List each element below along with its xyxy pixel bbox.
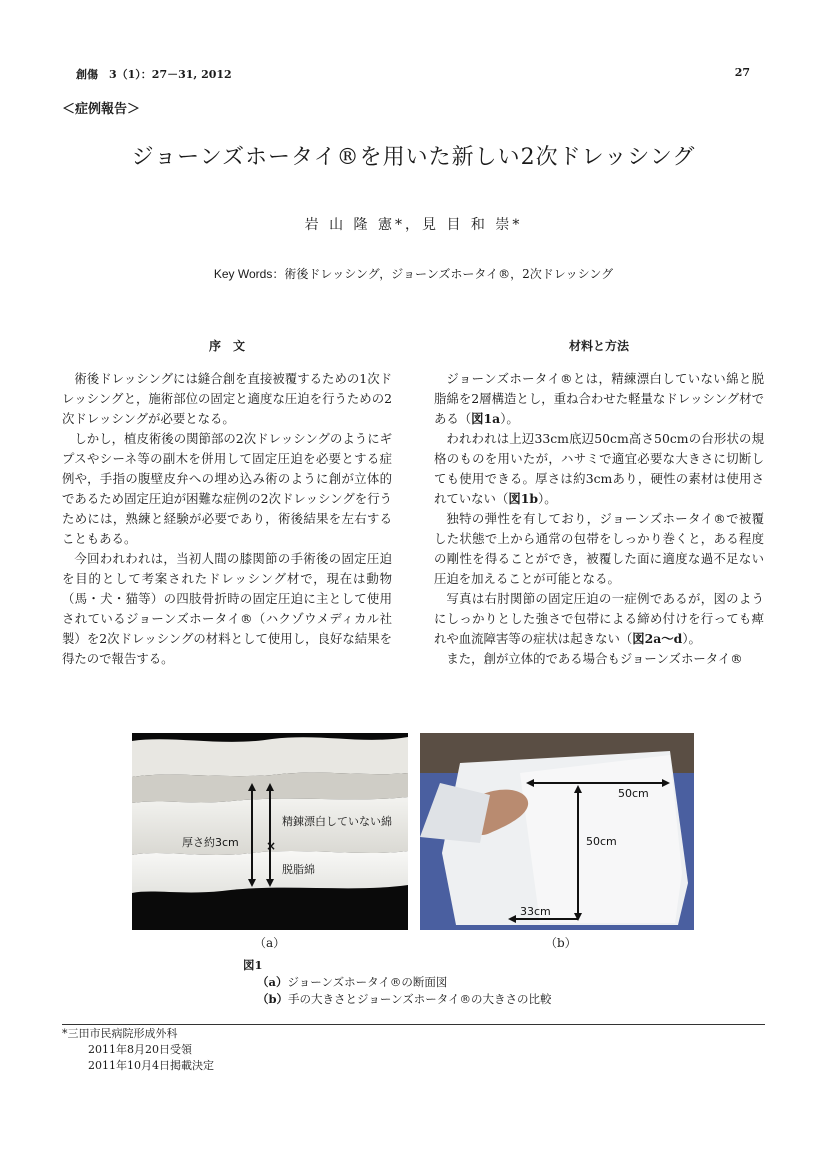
methods-paragraph: 独特の弾性を有しており，ジョーンズホータイ®で被覆した状態で上から通常の包帯をしっかり巻くと，ある程度の剛性を得ることができ，被覆した面に適度な過不足ない圧迫を加えることが可能となる。 [434,511,764,586]
methods-paragraph [434,429,764,509]
authors: 岩 山 隆 憲*，見 目 和 崇* [304,217,523,233]
figure-caption [243,957,552,1008]
figure-1b-photo [420,733,694,930]
keywords [0,265,827,282]
label-height: 50cm [586,835,617,848]
footnote [62,1026,214,1074]
accepted-date: 2011年10月4日掲載決定 [88,1059,214,1072]
text-run: 写真は右肘関節の固定圧迫の一症例であるが，図のようにしっかりとした強さで包帯による締め付けを行っても痺れや血流障害等の症状は起きない（ [434,591,764,646]
affiliation: *三田市民病院形成外科 [62,1027,178,1040]
article-title: ジョーンズホータイ®を用いた新しい2次ドレッシング [131,145,696,170]
caption-title: 図1 [243,958,263,972]
figure-ref: 図1b [508,491,539,506]
keywords-label: Key Words： [213,267,285,281]
text-run: ）。 [500,411,519,426]
label-top-width: 50cm [618,787,649,800]
methods-paragraph: また，創が立体的である場合もジョーンズホータイ® [446,651,743,666]
intro-heading: 序 文 [208,339,245,353]
caption-b: 手の大きさとジョーンズホータイ®の大きさの比較 [288,992,552,1006]
figure-label-a: （a） [254,936,286,950]
page-number: 27 [734,66,750,79]
text-run: ）。 [538,491,557,506]
intro-paragraph: しかし，植皮術後の関節部の2次ドレッシングのようにギプスやシーネ等の副木を併用して固定圧迫を必要とする症例や，手指の腹壁皮弁への埋め込み術のように創が立体的であるため固定圧迫が困難な症例の2次ドレッシングを行うためには，熟練と経験が必要であり，術後結果を左右することもある。 [62,431,392,546]
intro-column [62,369,392,669]
keywords-text: 術後ドレッシング，ジョーンズホータイ®，2次ドレッシング [284,267,614,281]
methods-column [434,369,764,669]
text-run: ）。 [682,631,701,646]
label-bottom-width: 33cm [520,905,551,918]
figure-label-b: （b） [545,936,577,950]
received-date: 2011年8月20日受領 [88,1043,192,1056]
intro-paragraph: 術後ドレッシングには縫合創を直接被覆するための1次ドレッシングと，施術部位の固定と適度な圧迫を行うための2次ドレッシングが必要となる。 [62,371,392,426]
caption-a: ジョーンズホータイ®の断面図 [287,975,448,989]
footnote-divider [62,1024,765,1025]
intro-paragraph: 今回われわれは，当初人間の膝関節の手術後の固定圧迫を目的として考案されたドレッシング材で，現在は動物（馬・犬・猫等）の四肢骨折時の固定圧迫に主として使用されているジョーンズホータイ®（ハクゾウメディカル社製）を2次ドレッシングの材料として使用し，良好な結果を得たので報告する。 [62,551,392,666]
label-upper-layer: 精錬漂白していない綿 [282,815,392,828]
methods-paragraph [434,589,764,649]
article-type: ＜症例報告＞ [62,102,141,117]
methods-heading: 材料と方法 [568,339,629,353]
figure-ref: 図2a～d [632,631,683,646]
figure-ref: 図1a [471,411,501,426]
text-run: ジョーンズホータイ®とは，精練漂白していない綿と脱脂綿を2層構造とし，重ね合わせた軽量なドレッシング材である（ [434,371,764,426]
caption-letter-b: （b） [257,992,289,1006]
label-thickness: 厚さ約3cm [182,836,239,849]
text-run: われわれは上辺33cm底辺50cm高さ50cmの台形状の規格のものを用いたが，ハサミで適宜必要な大きさに切断しても使用できる。厚さは約3cmあり，硬性の素材は使用されていない（ [434,431,764,506]
methods-paragraph [434,369,764,429]
label-lower-layer: 脱脂綿 [282,863,315,876]
svg-text:×: × [266,839,277,853]
figure-1a-photo [132,733,408,930]
caption-letter-a: （a） [257,975,288,989]
journal-citation: 創傷 3（1）：27－31, 2012 [76,68,232,81]
